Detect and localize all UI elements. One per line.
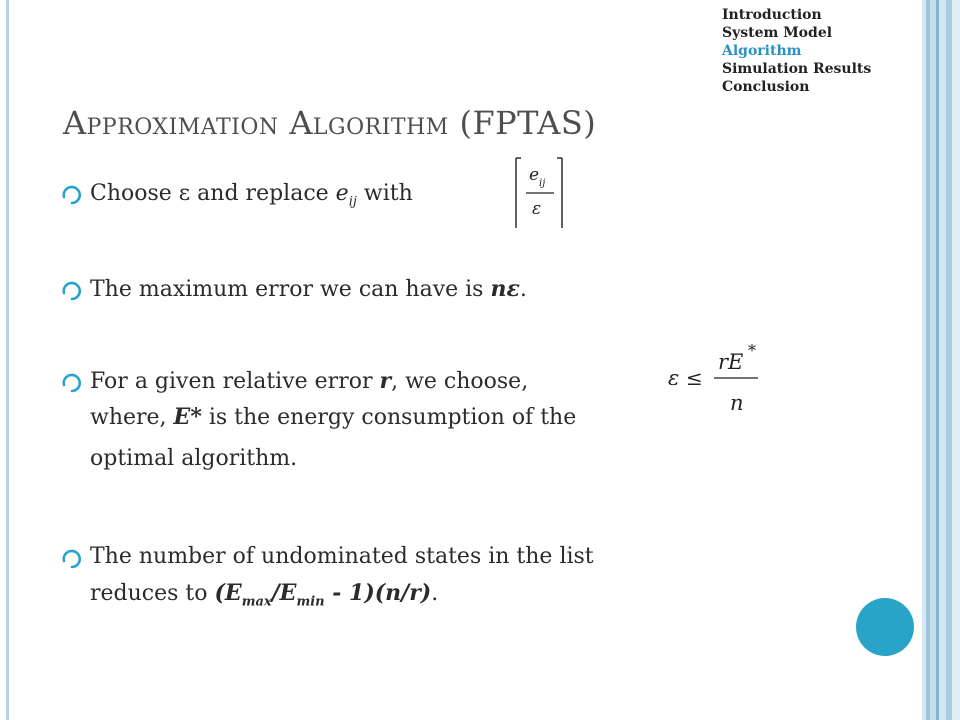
left-frame-line: [6, 0, 9, 720]
formula2-superscript: *: [748, 341, 756, 360]
ceiling-fraction-formula: [512, 156, 566, 230]
formula2-denominator: n: [730, 391, 744, 415]
nav-item-introduction[interactable]: Introduction: [722, 7, 822, 23]
nav-item-system-model[interactable]: System Model: [722, 25, 833, 41]
formula2-lhs: ε: [668, 366, 680, 390]
bullet-4-line-2: reduces to $(E_{max}/E_{min} - 1)(n/r)$.: [90, 580, 439, 610]
formula1-denominator: ε: [532, 199, 542, 219]
nav-item-simulation-results[interactable]: Simulation Results: [722, 61, 872, 77]
nav-item-conclusion[interactable]: Conclusion: [722, 79, 810, 95]
formula1-numerator: e: [529, 165, 540, 185]
right-decorative-stripes: [922, 0, 960, 720]
section-navigation: [722, 6, 871, 96]
formula2-relation: ≤: [686, 366, 703, 390]
formula1-subscript: ij: [539, 178, 546, 189]
decorative-circle: [856, 598, 914, 656]
epsilon-bound-formula: [664, 338, 764, 418]
formula2-numerator: rE: [718, 350, 744, 374]
slide-title: Approximation Algorithm (FPTAS): [63, 104, 597, 142]
bullet-4-line-1: The number of undominated states in the list: [90, 544, 594, 569]
bullet-2-text: The maximum error we can have is nε.: [90, 276, 527, 302]
nav-item-algorithm[interactable]: Algorithm: [722, 43, 802, 59]
bullet-3-line-1: For a given relative error r, we choose,: [90, 368, 529, 394]
bullet-3-line-3: optimal algorithm.: [90, 446, 298, 471]
bullet-1-text: Choose ε and replace $e_{ij}$ with: [90, 181, 413, 210]
bullet-ring-icon: [61, 280, 83, 302]
bullet-ring-icon: [61, 372, 83, 394]
bullet-ring-icon: [61, 184, 83, 206]
bullet-ring-icon: [61, 548, 83, 570]
bullet-3-line-2: where, E* is the energy consumption of the: [90, 404, 577, 430]
